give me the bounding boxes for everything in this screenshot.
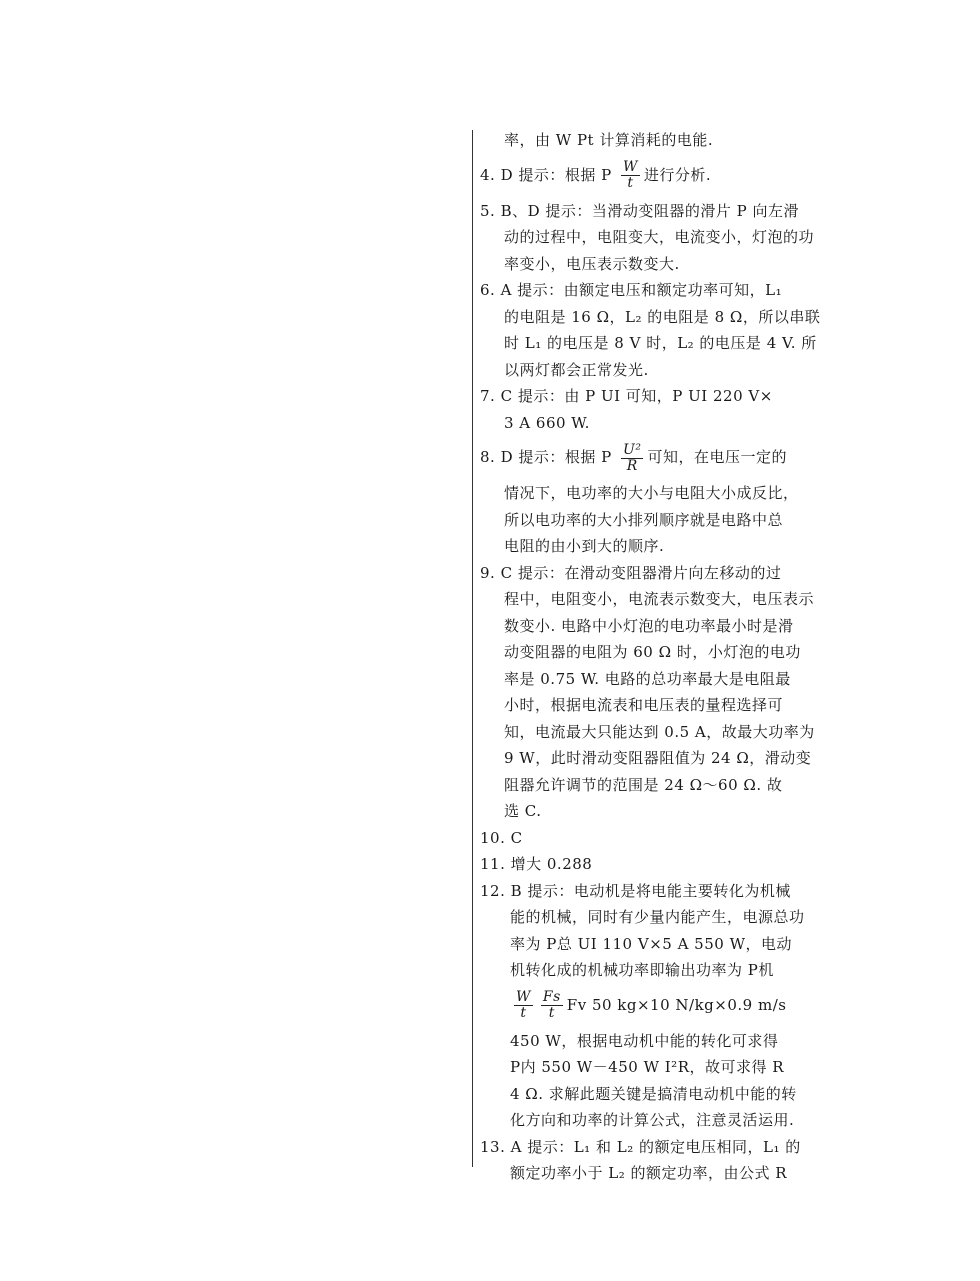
fraction: [541, 990, 563, 1021]
column-divider: [472, 130, 473, 1167]
fraction-denominator: R: [626, 457, 638, 474]
fraction-numerator: W: [623, 159, 638, 175]
text-line: 小时，根据电流表和电压表的量程选择可: [504, 696, 784, 714]
text-line: 9. C 提示：在滑动变阻器滑片向左移动的过: [480, 563, 782, 582]
text-line: 6. A 提示：由额定电压和额定功率可知，L₁: [480, 281, 783, 299]
text-line: 4 Ω. 求解此题关键是搞清电动机中能的转: [510, 1084, 797, 1103]
text-line: P内 550 W－450 W I²R，故可求得 R: [510, 1058, 785, 1076]
answer-12: [480, 878, 820, 1134]
fraction-denominator: t: [520, 1005, 527, 1021]
text-line: 时 L₁ 的电压是 8 V 时，L₂ 的电压是 4 V. 所: [504, 334, 817, 352]
text-line: 9 W，此时滑动变阻器阻值为 24 Ω，滑动变: [504, 749, 812, 767]
text-line: 13. A 提示：L₁ 和 L₂ 的额定电压相同，L₁ 的: [480, 1137, 801, 1156]
text-line: 化方向和功率的计算公式，注意灵活运用.: [510, 1111, 795, 1129]
text-line: [480, 988, 820, 1022]
fraction-numerator: Fs: [542, 989, 561, 1005]
text-line: 机转化成的机械功率即输出功率为 P机: [510, 961, 774, 979]
text-line: 知，电流最大只能达到 0.5 A，故最大功率为: [504, 722, 815, 741]
answer-7: [480, 383, 820, 436]
text-line: 率为 P总 UI 110 V×5 A 550 W，电动: [510, 934, 792, 953]
text-line: 额定功率小于 L₂ 的额定功率，由公式 R: [510, 1164, 788, 1182]
text-line: 12. B 提示：电动机是将电能主要转化为机械: [480, 881, 791, 900]
fraction: [621, 160, 640, 191]
answer-3-tail: [480, 127, 820, 154]
answer-4: [480, 158, 820, 192]
fraction: [514, 990, 533, 1021]
text-line: 情况下，电功率的大小与电阻大小成反比，: [504, 484, 799, 502]
fraction-numerator: W: [516, 989, 531, 1005]
text-line: 动变阻器的电阻为 60 Ω 时，小灯泡的电功: [504, 643, 801, 661]
answer-5: [480, 198, 820, 278]
text-line: 以两灯都会正常发光.: [504, 360, 649, 379]
line-text: Fv 50 kg×10 N/kg×0.9 m/s: [566, 995, 787, 1014]
text-line: 的电阻是 16 Ω，L₂ 的电阻是 8 Ω，所以串联: [504, 307, 821, 326]
text-line: 选 C.: [504, 802, 542, 820]
fraction-numerator: U²: [623, 441, 642, 458]
fraction-denominator: t: [548, 1005, 555, 1021]
text-line: 7. C 提示：由 P UI 可知，P UI 220 V×: [480, 387, 773, 405]
answer-10: [480, 825, 820, 852]
text-line: 所以电功率的大小排列顺序就是电路中总: [504, 510, 784, 529]
answer-13: [480, 1134, 820, 1187]
text-line: 阻器允许调节的范围是 24 Ω～60 Ω. 故: [504, 775, 783, 794]
text-line: 450 W，根据电动机中能的转化可求得: [510, 1031, 779, 1050]
text-line: 10. C: [480, 828, 523, 847]
text-line: [480, 158, 820, 192]
text-line: 电阻的由小到大的顺序.: [504, 537, 665, 555]
answer-8: [480, 440, 820, 560]
text-line: 数变小. 电路中小灯泡的电功率最小时是滑: [504, 616, 794, 635]
line-text: 可知，在电压一定的: [647, 448, 787, 466]
line-text: 4. D 提示：根据 P: [480, 165, 618, 184]
answer-column: [480, 127, 820, 1187]
text-line: 率是 0.75 W. 电路的总功率最大是电阻最: [504, 669, 791, 688]
text-line: 5. B、D 提示：当滑动变阻器的滑片 P 向左滑: [480, 201, 800, 220]
line-text: 进行分析.: [643, 165, 712, 184]
text-line: 率变小，电压表示数变大.: [504, 254, 680, 273]
text-line: 能的机械，同时有少量内能产生，电源总功: [510, 908, 805, 926]
text-line: 11. 增大 0.288: [480, 855, 593, 873]
line-text: 8. D 提示：根据 P: [480, 448, 618, 466]
text-line: [480, 440, 820, 474]
answer-6: [480, 277, 820, 383]
answer-9: [480, 560, 820, 825]
answer-11: [480, 851, 820, 878]
text-line: 程中，电阻变小，电流表示数变大，电压表示: [504, 590, 815, 608]
fraction: [621, 443, 643, 474]
text-line: 动的过程中，电阻变大，电流变小，灯泡的功: [504, 228, 815, 246]
text-line: 率，由 W Pt 计算消耗的电能.: [504, 131, 714, 149]
fraction-denominator: t: [627, 175, 634, 191]
text-line: 3 A 660 W.: [504, 413, 590, 432]
